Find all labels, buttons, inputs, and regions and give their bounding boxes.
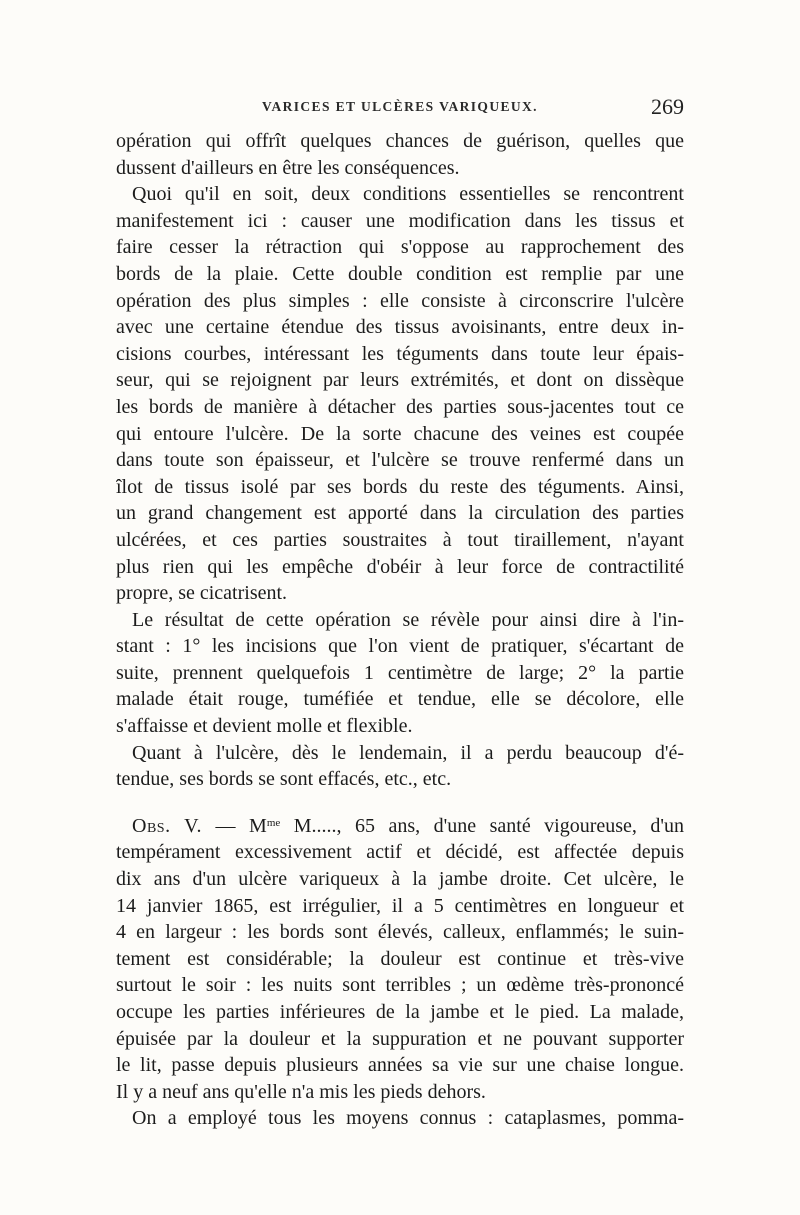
text-line: seur, qui se rejoignent par leurs extrémités, et dont on dissèque (116, 369, 684, 392)
text-line: Quant à l'ulcère, dès le lendemain, il a perdu beaucoup d'é- (132, 741, 684, 764)
text-line: propre, se cicatrisent. (116, 582, 288, 605)
observation-label: Obs. V. (132, 814, 203, 837)
text-line: le lit, passe depuis plusieurs années sa vie sur une chaise longue. (116, 1054, 684, 1077)
text-line: faire cesser la rétraction qui s'oppose au rapprochement des (116, 236, 684, 259)
text-line: épuisée par la douleur et la suppuration et ne pouvant supporter (116, 1027, 684, 1050)
text-line: Le résultat de cette opération se révèle pour ainsi dire à l'in- (132, 608, 684, 631)
body-text (116, 128, 684, 1132)
page-number: 269 (651, 94, 684, 119)
observation-first-line-rest: M....., 65 ans, d'une santé vigoureuse, d'un (280, 814, 684, 837)
text-line: occupe les parties inférieures de la jambe et le pied. La malade, (116, 1001, 684, 1023)
text-line: s'affaisse et devient molle et flexible. (116, 715, 413, 738)
text-line: les bords de manière à détacher des parties sous-jacentes tout ce (116, 395, 684, 418)
text-line: îlot de tissus isolé par ses bords du reste des téguments. Ainsi, (116, 475, 684, 498)
patient-superscript: me (266, 816, 281, 829)
text-line: dussent d'ailleurs en être les conséquences. (116, 156, 460, 179)
text-line: 4 en largeur : les bords sont élevés, calleux, enflammés; le suin- (116, 921, 684, 944)
text-line: un grand changement est apporté dans la circulation des parties (116, 502, 684, 525)
text-line: dans toute son épaisseur, et l'ulcère se trouve renfermé dans un (116, 449, 684, 472)
text-line: tement est considérable; la douleur est continue et très-vive (116, 947, 684, 970)
running-head (116, 94, 684, 123)
text-line: qui entoure l'ulcère. De la sorte chacune des veines est coupée (116, 422, 684, 445)
observation-heading-line (116, 813, 684, 840)
patient-prefix: M (249, 814, 267, 837)
text-line: 14 janvier 1865, est irrégulier, il a 5 centimètres en longueur et (116, 894, 684, 917)
text-line: manifestement ici : causer une modification dans les tissus et (116, 209, 684, 232)
text-line: plus rien qui les empêche d'obéir à leur force de contractilité (116, 555, 684, 578)
section-gap (116, 793, 684, 813)
text-line: surtout le soir : les nuits sont terribles ; un œdème très-prononcé (116, 974, 684, 997)
text-line: cisions courbes, intéressant les téguments dans toute leur épais- (116, 342, 684, 365)
text-line: Il y a neuf ans qu'elle n'a mis les pieds dehors. (116, 1080, 486, 1103)
observation-dash: — (202, 814, 250, 837)
text-line: opération des plus simples : elle consiste à circonscrire l'ulcère (116, 289, 684, 312)
text-line: suite, prennent quelquefois 1 centimètre de large; 2° la partie (116, 661, 684, 684)
text-line: tendue, ses bords se sont effacés, etc., etc. (116, 768, 452, 791)
text-line: tempérament excessivement actif et décidé, est affectée depuis (116, 841, 684, 864)
text-line: stant : 1° les incisions que l'on vient de pratiquer, s'écartant de (116, 635, 684, 658)
running-title: VARICES ET ULCÈRES VARIQUEUX. (262, 99, 538, 114)
text-line: avec une certaine étendue des tissus avoisinants, entre deux in- (116, 316, 684, 339)
text-line: malade était rouge, tuméfiée et tendue, elle se décolore, elle (116, 688, 684, 711)
text-line: Quoi qu'il en soit, deux conditions essentielles se rencontrent (132, 183, 684, 206)
text-line: dix ans d'un ulcère variqueux à la jambe droite. Cet ulcère, le (116, 868, 684, 891)
text-line: On a employé tous les moyens connus : cataplasmes, pomma- (132, 1107, 684, 1130)
text-line: ulcérées, et ces parties soustraites à tout tiraillement, n'ayant (116, 528, 684, 551)
text-line: bords de la plaie. Cette double condition est remplie par une (116, 262, 684, 285)
text-line: opération qui offrît quelques chances de guérison, quelles que (116, 130, 684, 152)
